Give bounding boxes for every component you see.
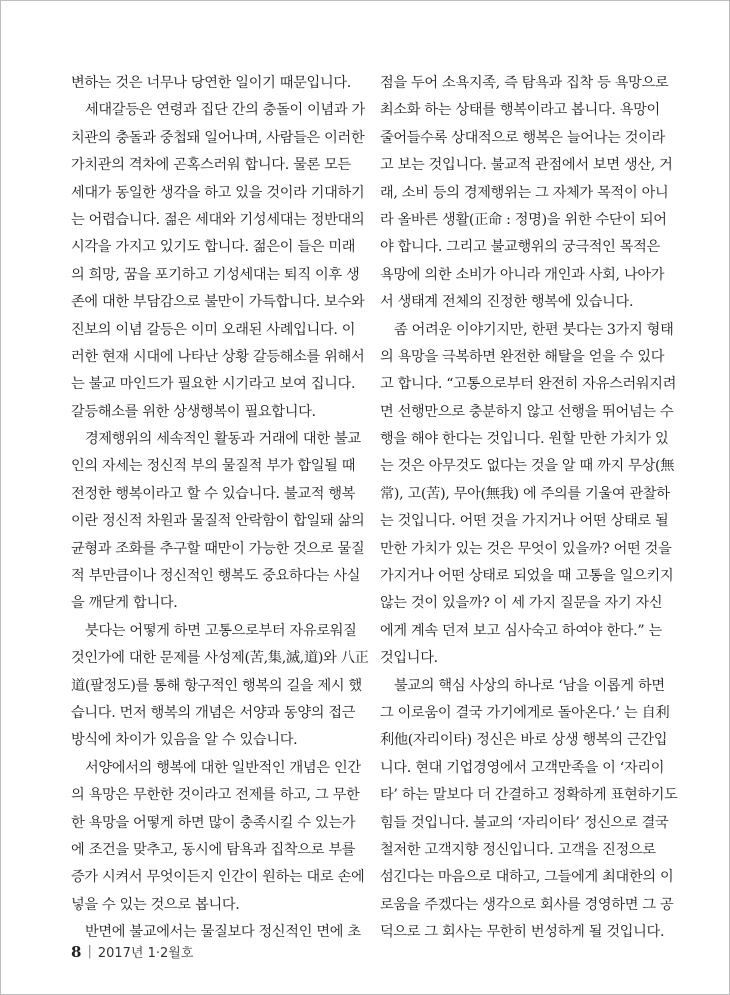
- text-line: 세대가 동일한 생각을 하고 있을 것이라 기대하기: [71, 184, 365, 201]
- text-line: 욕망에 의한 소비가 아니라 개인과 사회, 나아가: [380, 266, 665, 283]
- text-line: 의 욕망은 무한한 것이라고 전제를 하고, 그 무한: [71, 787, 360, 804]
- text-line: 을 깨닫게 합니다.: [71, 595, 178, 612]
- text-line: 좀 어려운 이야기지만, 한편 붓다는 3가지 형태: [394, 321, 674, 338]
- text-line: 변하는 것은 너무나 당연한 일이기 때문입니다.: [71, 75, 351, 91]
- text-line: 고 합니다. “고통으로부터 완전히 자유스러워지려: [380, 376, 677, 393]
- text-line: 않는 것이 있을까? 이 세 가지 질문을 자기 자신: [380, 595, 663, 612]
- text-line: 진보의 이념 갈등은 이미 오래된 사례입니다. 이: [71, 321, 356, 338]
- text-line: 행을 해야 한다는 것입니다. 원할 만한 가치가 있: [380, 431, 669, 448]
- text-line: 세대갈등은 연령과 집단 간의 충돌이 이념과 가: [85, 102, 365, 119]
- text-line: 갈등해소를 위한 상생행복이 필요합니다.: [71, 403, 316, 420]
- text-line: 철저한 고객지향 정신입니다. 고객을 진정으로: [380, 841, 656, 858]
- text-line: 의 욕망을 극복하면 완전한 해탈을 얻을 수 있다: [380, 348, 665, 365]
- text-line: 러한 현재 시대에 나타난 상황 갈등해소를 위해서: [71, 348, 365, 365]
- text-line: 는 것입니다. 어떤 것을 가지거나 어떤 상태로 될: [380, 513, 669, 530]
- text-line: 습니다. 먼저 행복의 개념은 서양과 동양의 접근: [71, 704, 356, 721]
- text-line: 치관의 충돌과 중첩돼 일어나며, 사람들은 이러한: [71, 129, 365, 146]
- issue-label: 2017년 1·2월호: [97, 946, 194, 961]
- text-line: 가지거나 어떤 상태로 되었을 때 고통을 일으키지: [380, 568, 674, 585]
- text-line: 서양에서의 행복에 대한 일반적인 개념은 인간: [85, 759, 361, 776]
- text-line: 면 선행만으로 충분하지 않고 선행을 뛰어넘는 수: [380, 403, 674, 420]
- text-line: 그 이로움이 결국 가기에게로 돌아온다.’ 는 自利: [380, 704, 670, 721]
- text-line: 점을 두어 소욕지족, 즉 탐욕과 집착 등 욕망으로: [380, 75, 669, 91]
- text-line: 에 조건을 맞추고, 동시에 탐욕과 집착으로 부를: [71, 841, 356, 858]
- text-line: 것인가에 대한 문제를 사성제(苦,集,滅,道)와 八正: [71, 650, 369, 667]
- text-line: 타’ 하는 말보다 더 간결하고 정확하게 표현하기도: [380, 787, 678, 804]
- text-line: 적 부만큼이나 정신적인 행복도 중요하다는 사실: [71, 568, 361, 585]
- text-line: 시각을 가지고 있기도 합니다. 젊은이 들은 미래: [71, 239, 356, 256]
- text-line: 증가 시켜서 무엇이든지 인간이 원하는 대로 손에: [71, 869, 365, 886]
- text-line: 덕으로 그 회사는 무한히 번성하게 될 것입니다.: [380, 924, 665, 941]
- text-line: 서 생태계 전체의 진정한 행복에 있습니다.: [380, 294, 634, 311]
- text-line: 불교의 핵심 사상의 하나로 ‘남을 이롭게 하면: [394, 677, 665, 694]
- text-line: 가치관의 격차에 곤혹스러워 합니다. 물론 모든: [71, 157, 351, 174]
- text-line: 만한 가치가 있는 것은 무엇이 있을까? 어떤 것을: [380, 540, 672, 557]
- right-column: [380, 70, 678, 947]
- text-line: 道(팔정도)를 통해 항구적인 행복의 길을 제시 했: [71, 677, 362, 694]
- text-line: 균형과 조화를 추구할 때만이 가능한 것으로 물질: [71, 540, 365, 557]
- text-line: 힘들 것입니다. 불교의 ‘자리이타’ 정신으로 결국: [380, 814, 669, 831]
- text-line: 이란 정신적 차원과 물질적 안락함이 합일돼 삶의: [71, 513, 365, 530]
- text-line: 래, 소비 등의 경제행위는 그 자체가 목적이 아니: [380, 184, 669, 201]
- page-number: 8: [71, 942, 82, 961]
- text-line: 야 합니다. 그리고 불교행위의 궁극적인 목적은: [380, 239, 660, 256]
- text-line: 로움을 주겠다는 생각으로 회사를 경영하면 그 공: [380, 896, 674, 913]
- left-column: [71, 70, 369, 947]
- text-line: 는 불교 마인드가 필요한 시기라고 보여 집니다.: [71, 376, 356, 393]
- text-line: 라 올바른 생활(正命 : 정명)을 위한 수단이 되어: [380, 211, 667, 228]
- text-line: 常), 고(苦), 무아(無我) 에 주의를 기울여 관찰하: [380, 485, 670, 502]
- text-line: 존에 대한 부담감으로 불만이 가득합니다. 보수와: [71, 294, 365, 311]
- text-line: 섬긴다는 마음으로 대하고, 그들에게 최대한의 이: [380, 869, 674, 886]
- text-line: 한 욕망을 어떻게 하면 많이 충족시킬 수 있는가: [71, 814, 356, 831]
- text-line: 붓다는 어떻게 하면 고통으로부터 자유로워질: [85, 622, 357, 639]
- text-line: 경제행위의 세속적인 활동과 거래에 대한 불교: [85, 431, 361, 448]
- text-line: 의 희망, 꿈을 포기하고 기성세대는 퇴직 이후 생: [71, 266, 360, 283]
- text-line: 는 어렵습니다. 젊은 세대와 기성세대는 정반대의: [71, 211, 365, 228]
- text-line: 방식에 차이가 있음을 알 수 있습니다.: [71, 732, 298, 749]
- text-line: 利他(자리이타) 정신은 바로 상생 행복의 근간입: [380, 732, 668, 749]
- text-line: 인의 자세는 정신적 부의 물질적 부가 합일될 때: [71, 458, 356, 475]
- text-line: 넣을 수 있는 것으로 봅니다.: [71, 896, 240, 913]
- text-line: 반면에 불교에서는 물질보다 정신적인 면에 초: [85, 924, 361, 941]
- text-line: 최소화 하는 상태를 행복이라고 봅니다. 욕망이: [380, 102, 660, 119]
- text-line: 니다. 현대 기업경영에서 고객만족을 이 ‘자리이: [380, 759, 665, 776]
- footer-separator: |: [87, 944, 92, 959]
- text-line: 고 보는 것입니다. 불교적 관점에서 보면 생산, 거: [380, 157, 673, 174]
- text-line: 에게 계속 던져 보고 심사숙고 하여야 한다.” 는: [380, 622, 662, 639]
- text-line: 것입니다.: [380, 650, 438, 667]
- text-line: 는 것은 아무것도 없다는 것을 알 때 까지 무상(無: [380, 458, 675, 475]
- page-footer: [71, 942, 193, 961]
- text-line: 전정한 행복이라고 할 수 있습니다. 불교적 행복: [71, 485, 356, 502]
- text-line: 줄어들수록 상대적으로 행복은 늘어나는 것이라: [380, 129, 665, 146]
